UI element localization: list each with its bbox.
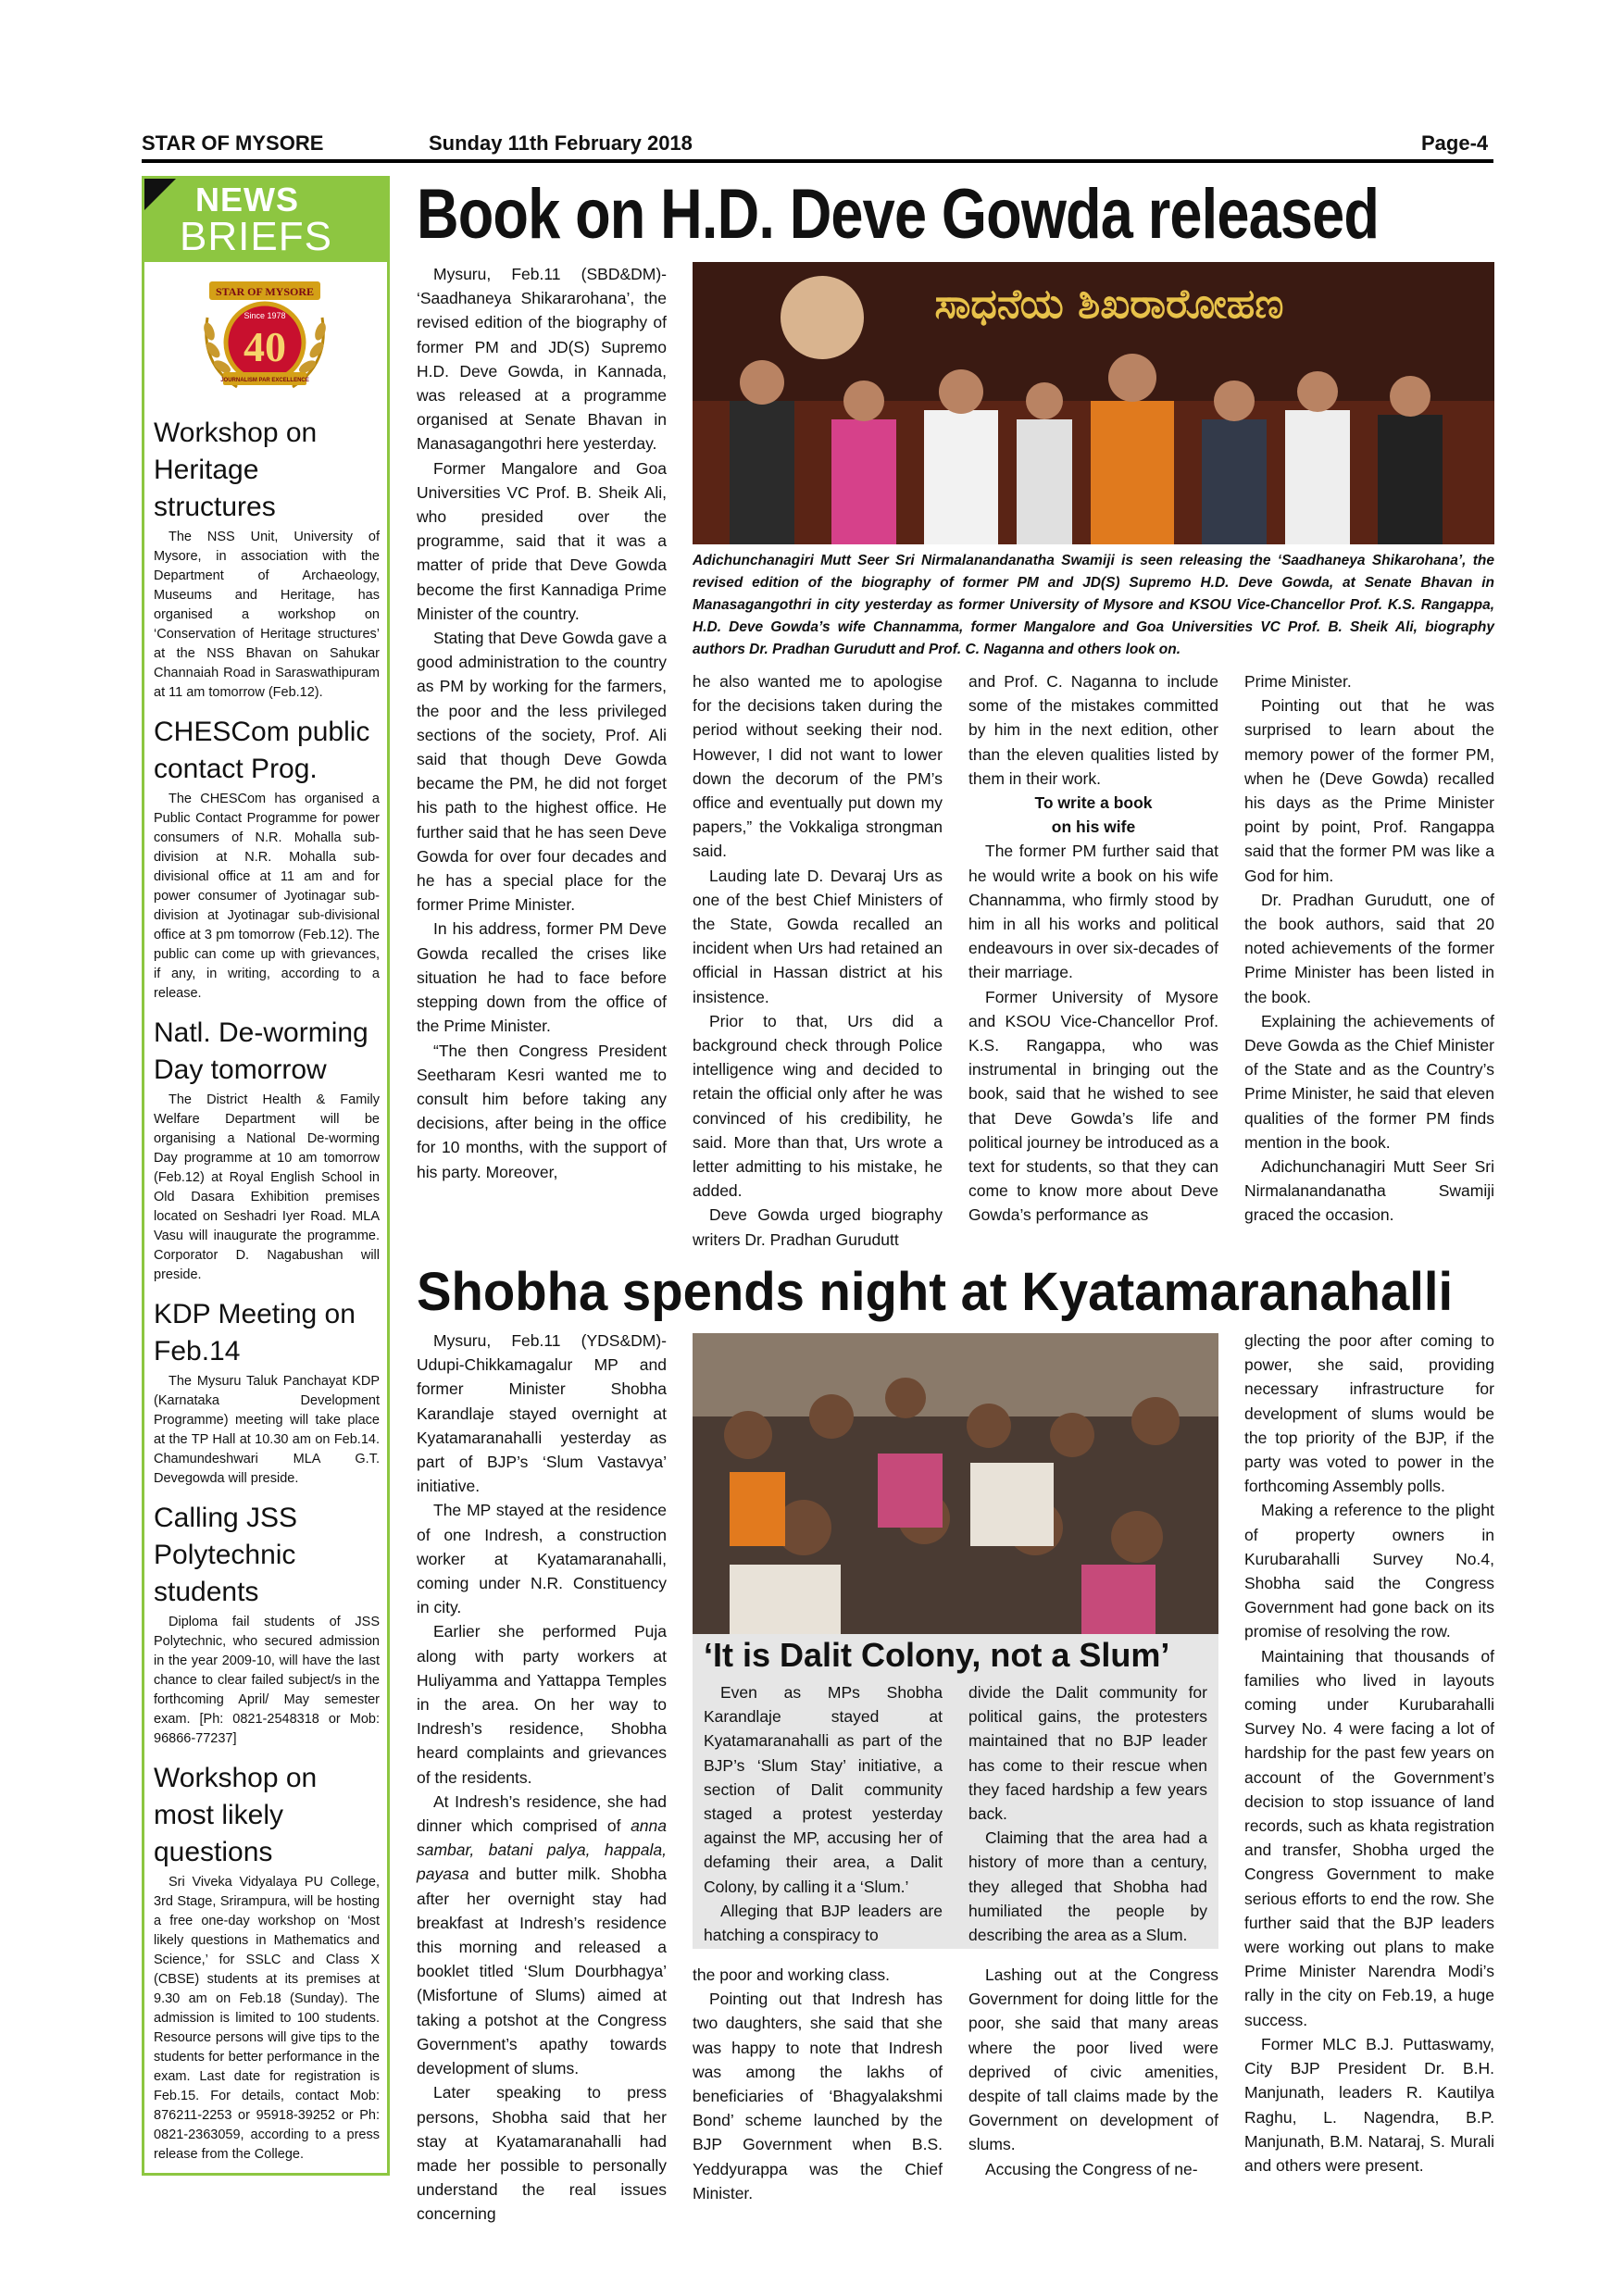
brief-title: KDP Meeting on Feb.14 bbox=[154, 1299, 356, 1366]
anniversary-logo bbox=[181, 276, 348, 401]
paragraph: Maintaining that thousands of families who lived in layouts coming under Kurubarahalli Survey No. 4 were facing a lot of hardship for the past few years on account of the Government’s decision to stop issuance of land records, such as khata registration and transfer, Shobha urged the Congress Government to make serious efforts to end the row. She further said that the BJP leaders were working out plans to make Prime Minister Narendra Modi’s rally in the city on Feb.19, a huge success. bbox=[1244, 1646, 1494, 2029]
paragraph: Accusing the Congress of ne- bbox=[985, 2159, 1198, 2178]
text-run: At Indresh’s residence, she had dinner which comprised of bbox=[417, 1791, 667, 1836]
photo-illustration bbox=[693, 262, 1494, 544]
photo-illustration bbox=[693, 1333, 1218, 1634]
book-release-photo bbox=[693, 262, 1494, 544]
brief-title: Natl. De-worming Day tomorrow bbox=[154, 1017, 369, 1085]
brief-body: The Mysuru Taluk Panchayat KDP (Karnataka Development Programme) meeting will take place at the TP Hall at 10.30 am on Feb.14. Chamundeshwari MLA G.T. Devegowda will preside. bbox=[154, 1374, 380, 1486]
banner-text: ಸಾಧನೆಯ ಶಿಖರಾರೋಹಣ bbox=[934, 281, 1284, 328]
story1-column-1 bbox=[417, 262, 667, 1184]
paragraph: glecting the poor after coming to power, she said, providing necessary infrastructure for development of slums would be the top priority of the BJP, if the party was voted to power in the forthcoming Assembly polls. bbox=[1244, 1331, 1494, 1496]
corner-triangle bbox=[144, 179, 176, 210]
paragraph: the poor and working class. bbox=[693, 1965, 891, 1984]
masthead-rule bbox=[142, 159, 1493, 163]
paragraph: Prime Minister. bbox=[1244, 672, 1352, 691]
news-briefs-sidebar bbox=[142, 176, 390, 2176]
paragraph: Stating that Deve Gowda gave a good administration to the country as PM by working for the farmers, the poor and the less privileged sections of the society, Prof. Ali said that though Deve Gowda became the PM, he did not forget his path to the highest office. He further said that he has seen Deve Gowda for over four decades and he has a special place for the former Prime Minister. bbox=[417, 629, 667, 915]
paragraph: Former Mangalore and Goa Universities VC Prof. B. Sheik Ali, who presided over the programme, said that it was a matter of pride that Deve Gowda become the first Kannadiga Prime Minister of the country. bbox=[417, 458, 667, 623]
logo-number: 40 bbox=[244, 323, 286, 370]
paragraph: In his address, former PM Deve Gowda recalled the crises like situation he had to face before stepping down from the office of the Prime Minister. bbox=[417, 919, 667, 1036]
paragraph: Earlier she performed Puja along with party workers at Huliyamma and Yattappa Temples in the area. On her way to Indresh’s residence, Shobha heard complaints and grievances of the residents. bbox=[417, 1622, 667, 1787]
paper-name: STAR OF MYSORE bbox=[142, 131, 324, 155]
dalit-colony-sidebar bbox=[693, 1634, 1218, 1949]
brief-body: Diploma fail students of JSS Polytechnic, who secured admission in the year 2009-10, will have the last chance to clear failed subject/s in the forthcoming April/ May semester exam. [Ph: 0821-2548318 or Mob: 96866-77237] bbox=[154, 1615, 380, 1746]
paragraph bbox=[417, 1790, 667, 2080]
paragraph: Making a reference to the plight of property owners in Kurubarahalli Survey No.4, Shobha said the Congress Government had gone back on its promise of resolving the row. bbox=[1244, 1501, 1494, 1641]
paragraph: Alleging that BJP leaders are hatching a conspiracy to bbox=[704, 1901, 943, 1945]
paragraph: Dr. Pradhan Gurudutt, one of the book authors, said that 20 noted achievements of the former Prime Minister has been listed in the book. bbox=[1244, 890, 1494, 1006]
brief-title: Workshop on most likely questions bbox=[154, 1763, 318, 1867]
paragraph: Mysuru, Feb.11 (SBD&DM)- ‘Saadhaneya Shikararohana’, the revised edition of the biography of former PM and JD(S) Supremo H.D. Deve Gowda, in Kannada, was released at a programme organised at Senate Bhavan in Manasagangothri here yesterday. bbox=[417, 265, 667, 454]
issue-date: Sunday 11th February 2018 bbox=[429, 131, 693, 155]
brief-body: The CHESCom has organised a Public Contact Programme for power consumers of N.R. Mohalla sub-division at N.R. Mohalla sub-divisional office at 11 am and for power consumer of Jyotinagar sub-division at Jyotinagar sub-divisional office at 3 pm tomorrow (Feb.12). The public can come up with grievances, if any, in writing, according to a release. bbox=[154, 792, 380, 1001]
page-number: Page-4 bbox=[1421, 131, 1489, 155]
brief-title: CHESCom public contact Prog. bbox=[154, 717, 370, 784]
story1-column-2 bbox=[693, 669, 943, 1252]
paragraph: Lashing out at the Congress Government for doing little for the poor, she said that many areas where the poor lived were deprived of civic amenities, despite of tall claims made by the Government on development of slums. bbox=[968, 1965, 1218, 2154]
photo-caption: Adichunchanagiri Mutt Seer Sri Nirmalanandanatha Swamiji is seen releasing the ‘Saadhaneya Shikarohana’, the revised edition of the biography of former PM and JD(S) Supremo H.D. Deve Gowda, at Senate Bhavan in Manasagangothri in city yesterday as former University of Mysore and KSOU Vice-Chancellor Prof. K.S. Rangappa, H.D. Deve Gowda’s wife Channamma, former Mangalore and Goa Universities VC Prof. B. Sheik Ali, biography authors Dr. Pradhan Gurudutt and Prof. C. Naganna and others look on. bbox=[693, 553, 1494, 657]
briefs-list bbox=[154, 415, 380, 2176]
news-label: NEWS bbox=[195, 181, 299, 218]
logo-bottom-text: JOURNALISM PAR EXCELLENCE bbox=[220, 378, 309, 383]
story2-column-3 bbox=[968, 1963, 1218, 2181]
logo-since-text: Since 1978 bbox=[244, 311, 286, 320]
story2-column-2 bbox=[693, 1963, 943, 2205]
paragraph: Explaining the achievements of Deve Gowda as the Chief Minister of the State and as the Country’s Prime Minister, he said that eleven qualities of the former PM finds mention in the book. bbox=[1244, 1011, 1494, 1152]
story2-column-1 bbox=[417, 1329, 667, 2227]
news-briefs-header bbox=[144, 179, 387, 262]
paragraph: Former University of Mysore and KSOU Vice-Chancellor Prof. K.S. Rangappa, who was instrumental in bringing out the book, said that he wished to see that Deve Gowda’s life and political journey be introduced as a text for students, so that they can come to know more about Deve Gowda’s performance as bbox=[968, 987, 1218, 1225]
brief-title: Workshop on Heritage structures bbox=[154, 418, 318, 522]
paragraph: Even as MPs Shobha Karandlaje stayed at Kyatamaranahalli as part of the BJP’s ‘Slum Stay’ initiative, a section of Dalit community staged a protest yesterday against the MP, accusing her of defaming their area, a Dalit Colony, by calling it a ‘Slum.’ bbox=[704, 1683, 943, 1896]
paragraph: “The then Congress President Seetharam Kesri wanted me to consult him before taking any decisions, after being in the office for 10 months, with the support of his party. Moreover, bbox=[417, 1041, 667, 1181]
paragraph: Pointing out that he was surprised to learn about the memory power of the former PM, when he (Deve Gowda) recalled his days as the Prime Minister point by point, Prof. Rangappa said that the former PM was like a God for him. bbox=[1244, 696, 1494, 885]
headline-shobha: Shobha spends night at Kyatamaranahalli bbox=[417, 1262, 1454, 1322]
paragraph: Later speaking to press persons, Shobha said that her stay at Kyatamaranahalli had made her possible to personally understand the real issues concerning bbox=[417, 2083, 667, 2224]
slum-stay-photo bbox=[693, 1333, 1218, 1634]
brief-title: Calling JSS Polytechnic students bbox=[154, 1503, 298, 1607]
brief-body: The District Health & Family Welfare Department will be organising a National De-worming Day programme at 10 am tomorrow (Feb.12) at Royal English School in Old Dasara Exhibition premises located on Seshadri Iyer Road. MLA Vasu will inaugurate the programme. Corporator D. Nagabushan will preside. bbox=[154, 1092, 380, 1282]
paragraph: Adichunchanagiri Mutt Seer Sri Nirmalanandanatha Swamiji graced the occasion. bbox=[1244, 1157, 1494, 1225]
box-column-2 bbox=[968, 1680, 1207, 1947]
headline-book-release: Book on H.D. Deve Gowda released bbox=[417, 175, 1380, 254]
brief-body: Sri Viveka Vidyalaya PU College, 3rd Stage, Srirampura, will be hosting a free one-day workshop on ‘Most likely questions in Mathematics and Science,’ for SSLC and Class X (CBSE) students at its premises at 9.30 am on Feb.18 (Sunday). The admission is limited to 100 students. Resource persons will give tips to the students for better performance in the exam. Last date for registration is Feb.15. For details, contact Mob: 876211-2253 or 95918-39252 or Ph: 0821-2363059, according to a press release from the College. bbox=[154, 1875, 380, 2162]
paragraph: Deve Gowda urged biography writers Dr. Pradhan Gurudutt bbox=[693, 1205, 943, 1249]
paragraph: Prior to that, Urs did a background check through Police intelligence wing and decided to retain the official only after he was convinced of his credibility, he said. More than that, Urs wrote a letter admitting to his mistake, he added. bbox=[693, 1011, 943, 1201]
paragraph: Claiming that the area had a history of more than a century, they alleged that Shobha had humiliated the people by describing the area as a Slum. bbox=[968, 1828, 1207, 1945]
subhead: on his wife bbox=[1051, 817, 1136, 837]
briefs-label: BRIEFS bbox=[180, 214, 332, 259]
subhead: To write a book bbox=[1034, 793, 1153, 813]
paragraph: divide the Dalit community for political gains, the protesters maintained that no BJP leader has come to their rescue when they faced hardship a few years back. bbox=[968, 1683, 1207, 1824]
menu-items: anna sambar, batani palya, happala, payasa bbox=[417, 1816, 667, 1884]
box-headline: ‘It is Dalit Colony, not a Slum’ bbox=[704, 1636, 1170, 1674]
paragraph: Lauding late D. Devaraj Urs as one of the best Chief Ministers of the State, Gowda recalled an incident when Urs had retained an official in Hassan district at his insistence. bbox=[693, 866, 943, 1006]
brief-body: The NSS Unit, University of Mysore, in association with the Department of Archaeology, Museums and Heritage, has organised a workshop on ‘Conservation of Heritage structures’ at the NSS Bhavan on Sahukar Channaiah Road in Saraswathipuram at 11 am tomorrow (Feb.12). bbox=[154, 530, 380, 700]
box-column-1 bbox=[704, 1680, 943, 1947]
paragraph: The former PM further said that he would write a book on his wife Channamma, who firmly stood by him in all his works and political endeavours in over six-decades of their marriage. bbox=[968, 842, 1218, 982]
paragraph: Pointing out that Indresh has two daughters, she said that she was happy to note that Indresh was among the lakhs of beneficiaries of ‘Bhagyalakshmi Bond’ scheme launched by the BJP Government when B.S. Yeddyurappa was the Chief Minister. bbox=[693, 1990, 943, 2202]
story1-column-3 bbox=[968, 669, 1218, 1228]
paragraph: he also wanted me to apologise for the decisions taken during the period without seeking their nod. However, I did not want to lower down the decorum of the PM’s office and eventually put down my papers,” the Vokkaliga strongman said. bbox=[693, 672, 943, 861]
paragraph: Mysuru, Feb.11 (YDS&DM)- Udupi-Chikkamagalur MP and former Minister Shobha Karandlaje stayed overnight at Kyatamaranahalli yesterday as part of BJP’s ‘Slum Vastavya’ initiative. bbox=[417, 1331, 667, 1496]
story1-column-4 bbox=[1244, 669, 1494, 1228]
text-run: and butter milk. Shobha after her overnight stay had breakfast at Indresh’s residence this morning and released a booklet titled ‘Slum Dourbhagya’ (Misfortune of Slums) aimed at taking a potshot at the Congress Government’s apathy towards development of slums. bbox=[417, 1865, 667, 2078]
paragraph: The MP stayed at the residence of one Indresh, a construction worker at Kyatamaranahalli, coming under N.R. Constituency in city. bbox=[417, 1501, 667, 1617]
logo-top-text: STAR OF MYSORE bbox=[215, 285, 315, 298]
paragraph: Former MLC B.J. Puttaswamy, City BJP President Dr. B.H. Manjunath, leaders R. Kautilya Raghu, L. Nagendra, B.P. Manjunath, B.M. Nataraj, S. Murali and others were present. bbox=[1244, 2034, 1494, 2175]
story2-column-4 bbox=[1244, 1329, 1494, 2177]
paragraph: and Prof. C. Naganna to include some of the mistakes committed by him in the next edition, other than the eleven qualities listed by them in their work. bbox=[968, 672, 1218, 788]
